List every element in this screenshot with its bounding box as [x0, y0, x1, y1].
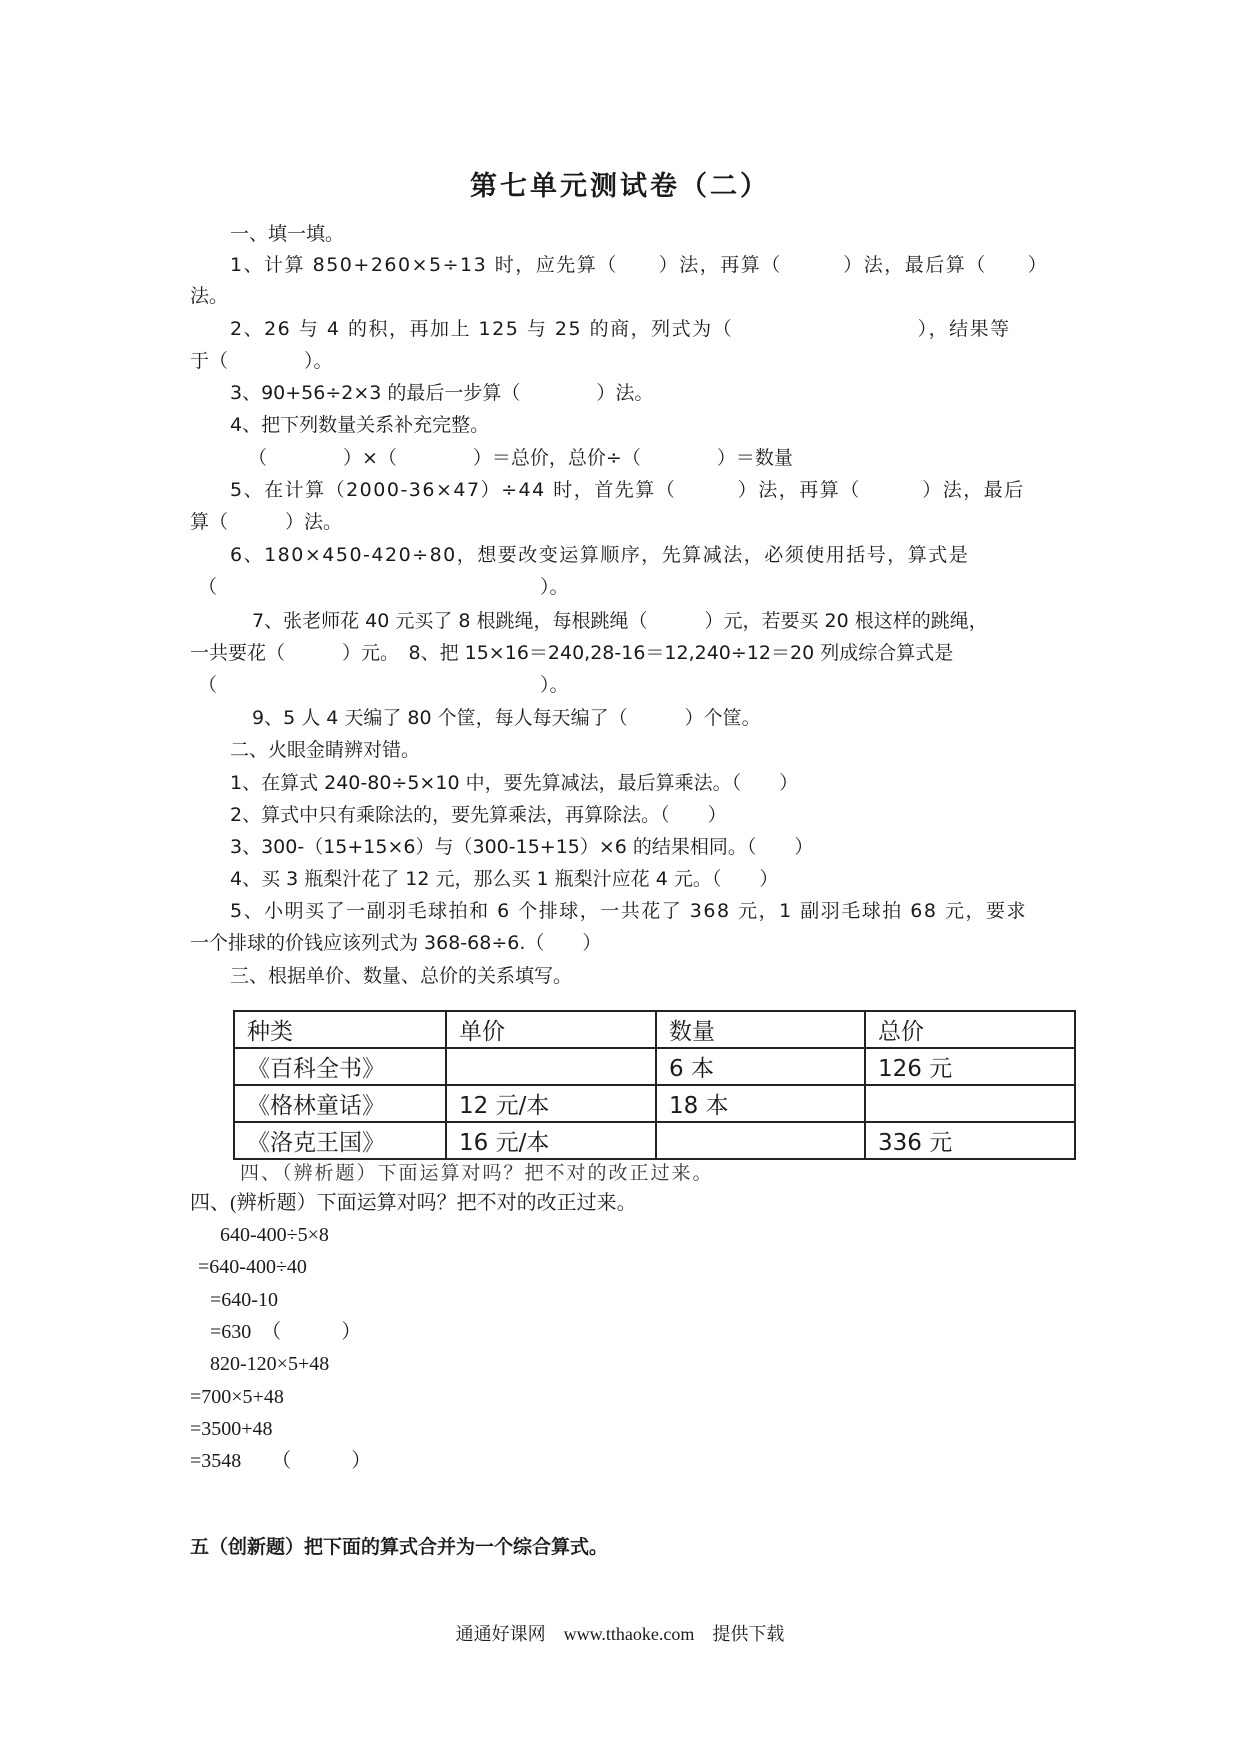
section2-q3: 3、300-（15+15×6）与（300-15+15）×6 的结果相同。（ ）: [230, 836, 814, 858]
section2-q5-line1: 5、小明买了一副羽毛球拍和 6 个排球，一共花了 368 元，1 副羽毛球拍 68 元，要求: [230, 900, 1027, 922]
table-cell: 126 元: [865, 1048, 1075, 1085]
table-cell: [865, 1085, 1075, 1122]
table-cell: 16 元/本: [446, 1122, 656, 1159]
table-header-cell: 总价: [865, 1011, 1075, 1048]
table-cell: 《百科全书》: [234, 1048, 446, 1085]
section3-heading: 三、根据单价、数量、总价的关系填写。: [230, 965, 573, 987]
table-row: [234, 1122, 1075, 1159]
table-header-row: [234, 1011, 1075, 1048]
calc1-step: =640-400÷40: [198, 1256, 307, 1278]
cut-off-text-content: 四、（辨析题）下面运算对吗？把不对的改正过来。: [240, 1162, 714, 1184]
table-row: [234, 1048, 1075, 1085]
footer-credit: 通通好课网 www.tthaoke.com 提供下载: [455, 1624, 785, 1644]
price-table: [233, 1010, 1076, 1160]
table-cell: 《格林童话》: [234, 1085, 446, 1122]
section1-q4-relation: （ ）×（ ）＝总价，总价÷（ ）＝数量: [248, 447, 793, 469]
section1-q7-line1: 7、张老师花 40 元买了 8 根跳绳，每根跳绳（ ）元，若要买 20 根这样的跳绳，: [252, 610, 988, 632]
table-cell: 18 本: [656, 1085, 865, 1122]
section2-q4: 4、买 3 瓶梨汁花了 12 元，那么买 1 瓶梨汁应花 4 元。（ ）: [230, 868, 779, 890]
calc1-step: 640-400÷5×8: [220, 1224, 329, 1246]
table-cell: 336 元: [865, 1122, 1075, 1159]
calc1-step: =630 （ ）: [210, 1321, 362, 1343]
section1-q4: 4、把下列数量关系补充完整。: [230, 414, 490, 436]
section4-heading: 四、(辨析题）下面运算对吗？把不对的改正过来。: [190, 1192, 637, 1214]
section5-heading: 五（创新题）把下面的算式合并为一个综合算式。: [190, 1536, 609, 1558]
calc1-step: =640-10: [210, 1289, 278, 1311]
table-header-cell: 数量: [656, 1011, 865, 1048]
section1-q3: 3、90+56÷2×3 的最后一步算（ ）法。: [230, 382, 654, 404]
section2-q5-line2: 一个排球的价钱应该列式为 368-68÷6.（ ）: [190, 932, 602, 954]
section1-heading: 一、填一填。: [230, 223, 345, 245]
section1-q2-line1: 2、26 与 4 的积，再加上 125 与 25 的商，列式为（ ），结果等: [230, 318, 1011, 340]
calc2-step: =700×5+48: [190, 1386, 284, 1408]
section1-q8-line2: （ ）。: [198, 674, 569, 696]
section1-q1-line2: 法。: [190, 285, 229, 307]
calc2-step: =3500+48: [190, 1418, 273, 1440]
cut-off-text: [240, 1162, 840, 1184]
table-cell: 6 本: [656, 1048, 865, 1085]
section2-q2: 2、算式中只有乘除法的，要先算乘法，再算除法。（ ）: [230, 804, 727, 826]
section1-q2-line2: 于（ ）。: [190, 350, 333, 372]
calc2-step: =3548 （ ）: [190, 1450, 372, 1472]
section1-q6-line2: （ ）。: [198, 576, 569, 598]
section1-q5-line2: 算（ ）法。: [190, 511, 343, 533]
page-title: 第七单元测试卷（二）: [470, 171, 770, 202]
table-row: [234, 1085, 1075, 1122]
table-header-cell: 种类: [234, 1011, 446, 1048]
table-cell: 12 元/本: [446, 1085, 656, 1122]
section1-q9: 9、5 人 4 天编了 80 个筐，每人每天编了（ ）个筐。: [252, 707, 761, 729]
table-cell: [446, 1048, 656, 1085]
section1-q7-q8-line: 一共要花（ ）元。 8、把 15×16＝240,28-16＝12,240÷12＝20 列成综合算式是: [190, 642, 954, 664]
table-header-cell: 单价: [446, 1011, 656, 1048]
section2-q1: 1、在算式 240-80÷5×10 中，要先算减法，最后算乘法。（ ）: [230, 772, 799, 794]
section1-q5-line1: 5、在计算（2000-36×47）÷44 时，首先算（ ）法，再算（ ）法，最后: [230, 479, 1025, 501]
table-cell: 《洛克王国》: [234, 1122, 446, 1159]
section1-q1-line1: 1、计算 850+260×5÷13 时，应先算（ ）法，再算（ ）法，最后算（ ）: [230, 254, 1049, 276]
section1-q6-line1: 6、180×450-420÷80，想要改变运算顺序，先算减法，必须使用括号，算式是: [230, 544, 970, 566]
section2-heading: 二、火眼金睛辨对错。: [230, 739, 421, 761]
table-cell: [656, 1122, 865, 1159]
calc2-step: 820-120×5+48: [210, 1353, 330, 1375]
